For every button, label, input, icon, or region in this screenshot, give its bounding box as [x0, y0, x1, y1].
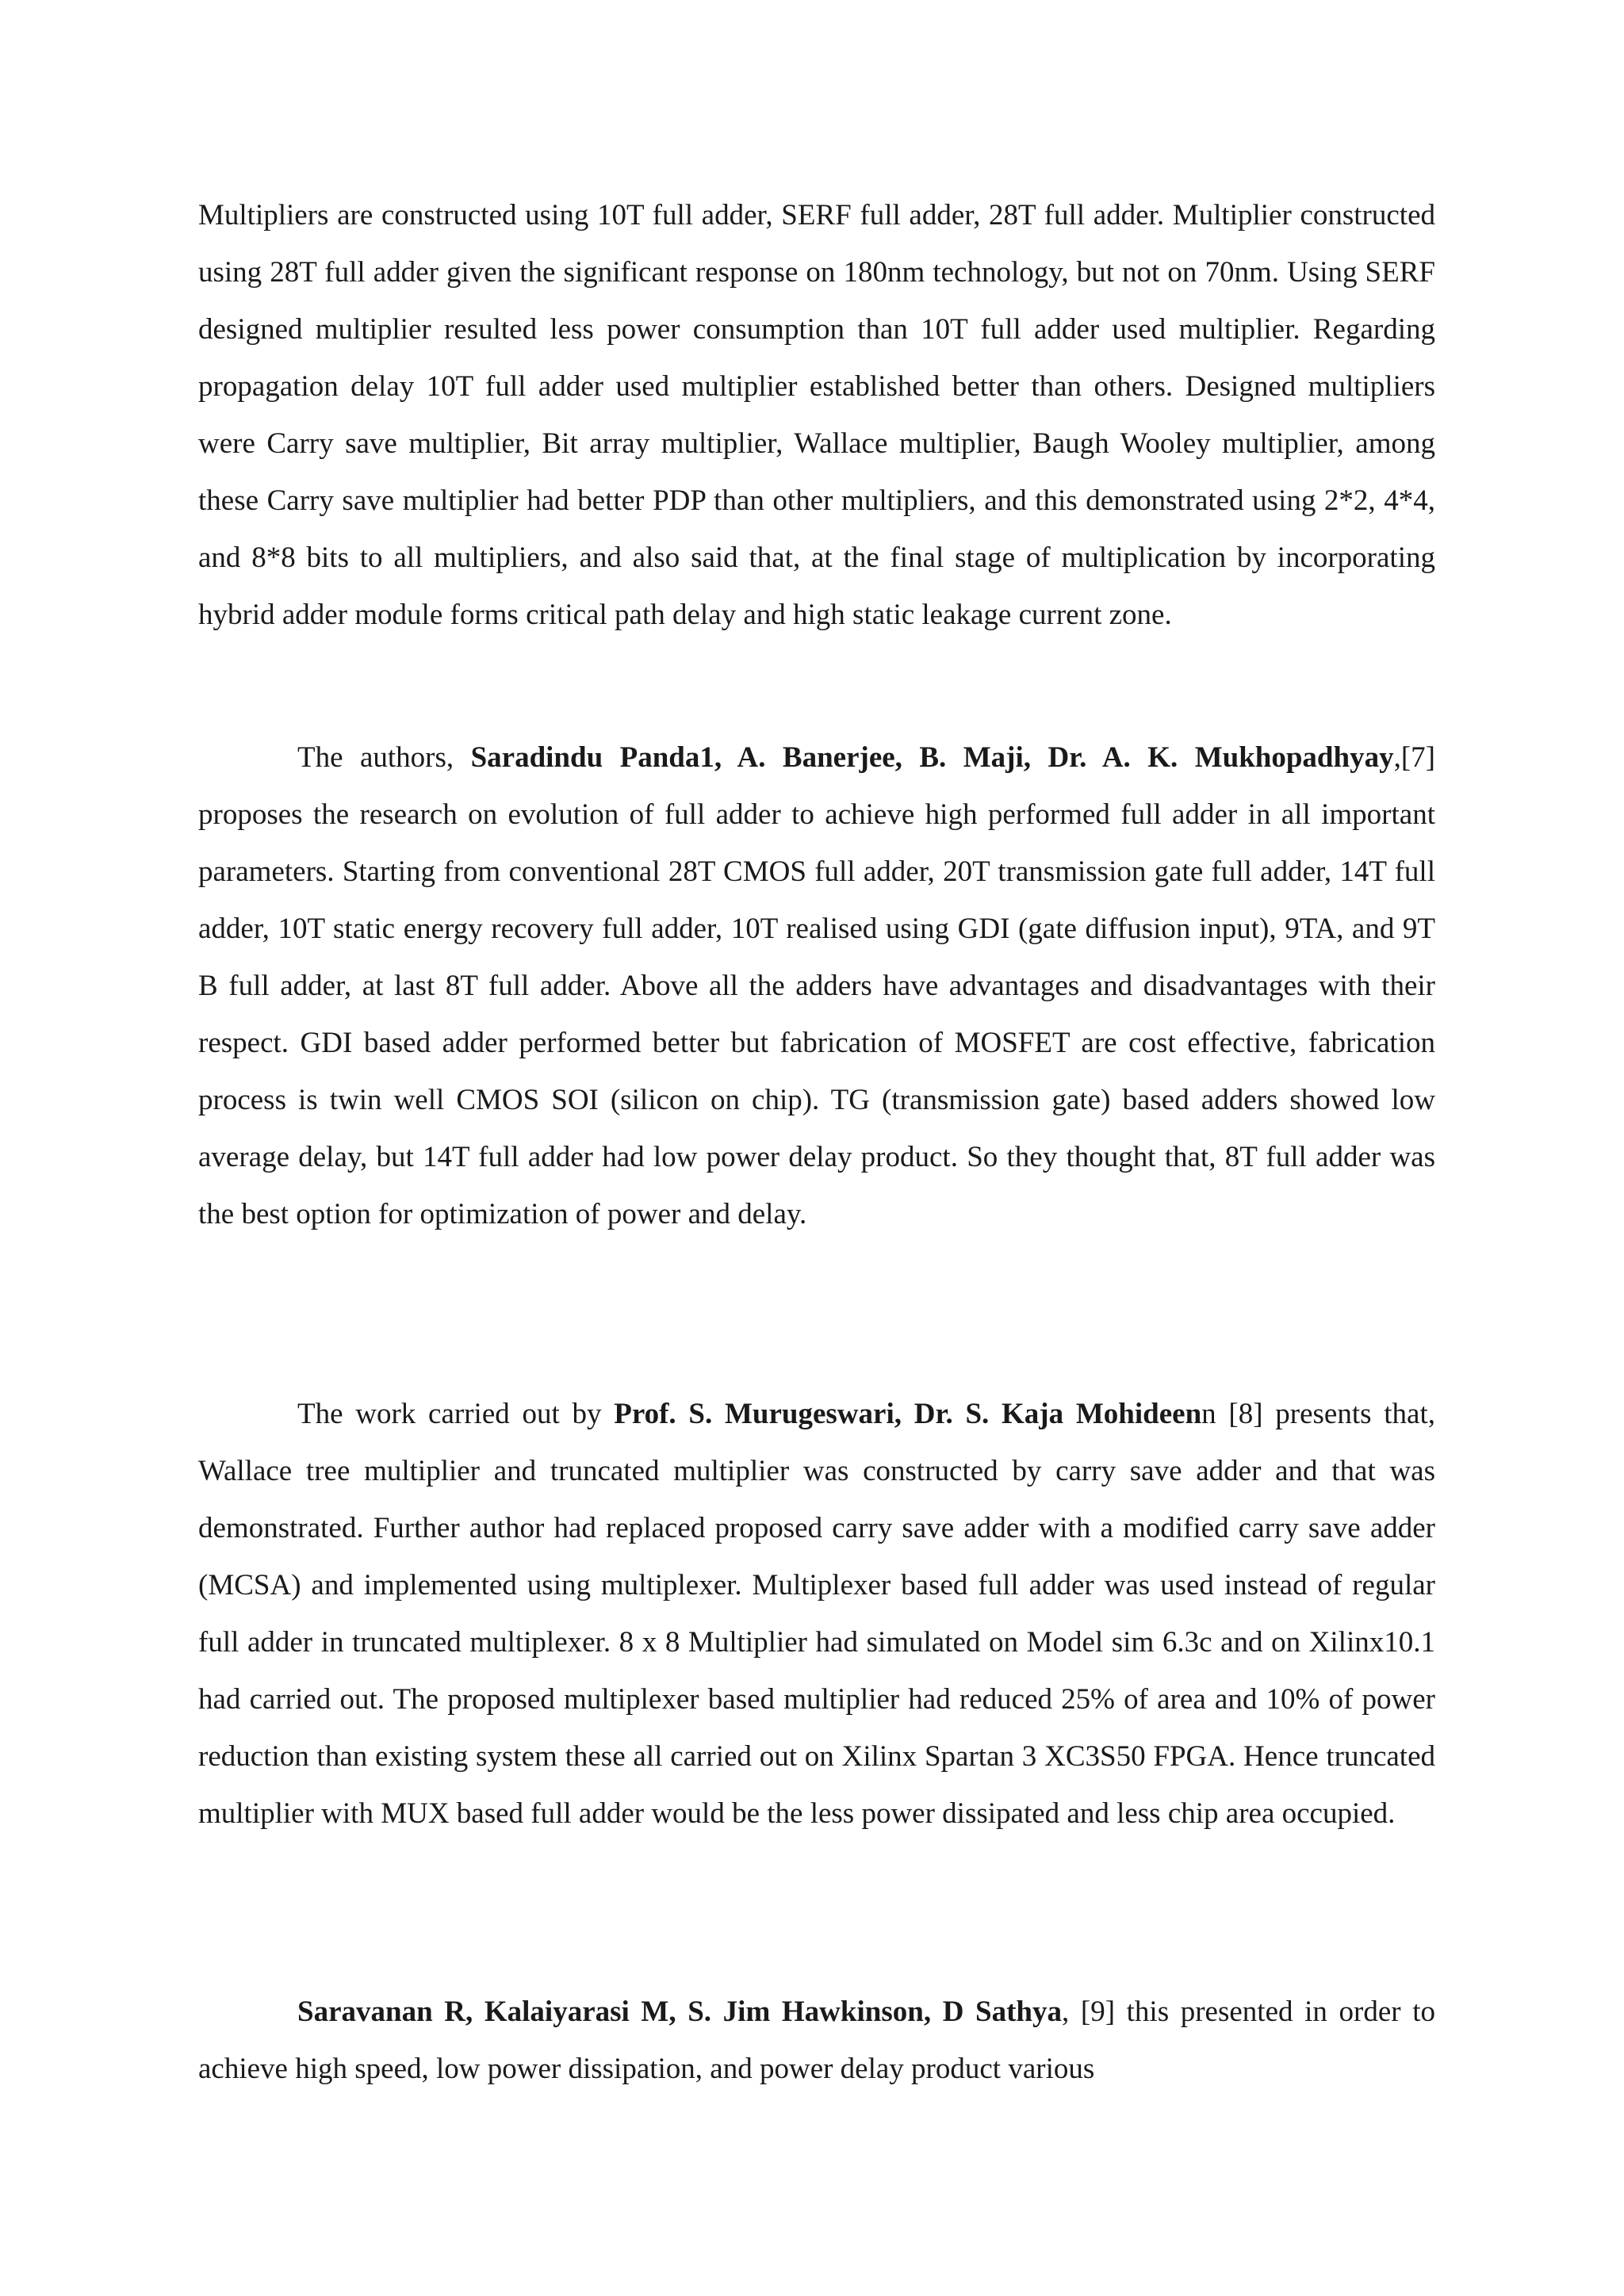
paragraph-murugeswari-review [198, 1386, 1435, 1843]
paragraph-panda-review [198, 729, 1435, 1243]
author-names: Saradindu Panda1, A. Banerjee, B. Maji, Dr. A. K. Mukhopadhyay [470, 741, 1394, 774]
paragraph-text: Multipliers are constructed using 10T full adder, SERF full adder, 28T full adder. Multiplier constructed using 28T full adder given the significant response on 180nm technology, but not on 70nm. Using SERF designed multiplier resulted less power consumption than 10T full adder used multiplier. Regarding propagation delay 10T full adder used multiplier established better than others. Designed multipliers were Carry save multiplier, Bit array multiplier, Wallace multiplier, Baugh Wooley multiplier, among these Carry save multiplier had better PDP than other multipliers, and this demonstrated using 2*2, 4*4, and 8*8 bits to all multipliers, and also said that, at the final stage of multiplication by incorporating hybrid adder module forms critical path delay and high static leakage current zone. [198, 199, 1435, 631]
paragraph-text: , [9] this presented in order to achieve high speed, low power dissipation, and power delay product various [198, 1996, 1435, 2085]
paragraph-lead: The work carried out by [297, 1398, 615, 1430]
paragraph-text: ,[7] proposes the research on evolution of full adder to achieve high performed full adder in all important parameters. Starting from conventional 28T CMOS full adder, 20T transmission gate full adder, 14T full adder, 10T static energy recovery full adder, 10T realised using GDI (gate diffusion input), 9TA, and 9T B full adder, at last 8T full adder. Above all the adders have advantages and disadvantages with their respect. GDI based adder performed better but fabrication of MOSFET are cost effective, fabrication process is twin well CMOS SOI (silicon on chip). TG (transmission gate) based adders showed low average delay, but 14T full adder had low power delay product. So they thought that, 8T full adder was the best option for optimization of power and delay. [198, 741, 1435, 1230]
paragraph-text: n [8] presents that, Wallace tree multiplier and truncated multiplier was constructed by carry save adder and that was demonstrated. Further author had replaced proposed carry save adder with a modified carry save adder (MCSA) and implemented using multiplexer. Multiplexer based full adder was used instead of regular full adder in truncated multiplexer. 8 x 8 Multiplier had simulated on Model sim 6.3c and on Xilinx10.1 had carried out. The proposed multiplexer based multiplier had reduced 25% of area and 10% of power reduction than existing system these all carried out on Xilinx Spartan 3 XC3S50 FPGA. Hence truncated multiplier with MUX based full adder would be the less power dissipated and less chip area occupied. [198, 1398, 1435, 1830]
paragraph-multipliers [198, 187, 1435, 644]
author-names: Saravanan R, Kalaiyarasi M, S. Jim Hawkinson, D Sathya [297, 1996, 1063, 2028]
paragraph-lead: The authors, [297, 741, 471, 774]
author-names: Prof. S. Murugeswari, Dr. S. Kaja Mohideen [614, 1398, 1202, 1430]
paragraph-saravanan-review [198, 1984, 1435, 2098]
